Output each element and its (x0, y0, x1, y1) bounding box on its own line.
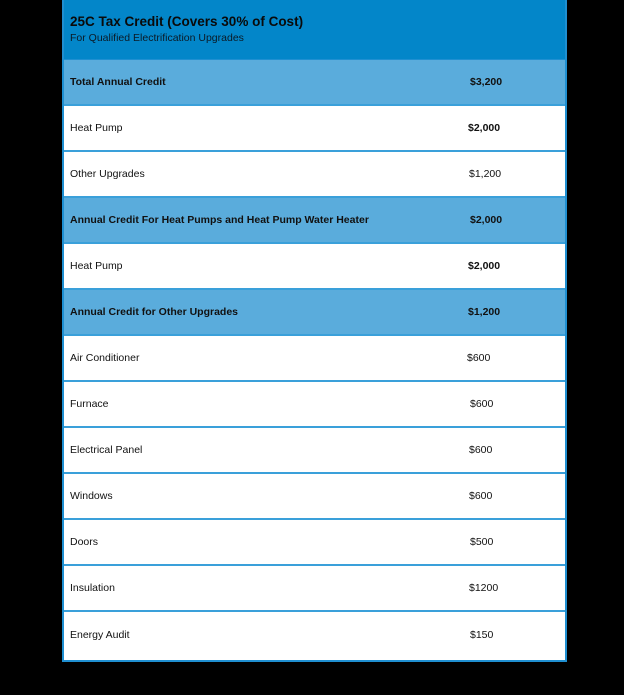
row-insulation (64, 566, 565, 612)
row-label: Air Conditioner (70, 352, 140, 364)
tax-credit-table (62, 0, 567, 662)
row-value: $600 (470, 398, 494, 410)
row-value: $2,000 (468, 260, 501, 272)
row-label: Annual Credit For Heat Pumps and Heat Pump Water Heater (70, 214, 369, 226)
row-value: $3,200 (470, 76, 503, 88)
row-value: $500 (470, 536, 494, 548)
table-header (64, 0, 565, 60)
row-value: $1,200 (468, 306, 501, 318)
row-label: Insulation (70, 582, 115, 594)
row-value: $600 (469, 444, 493, 456)
row-other-upgrades (64, 152, 565, 198)
row-furnace (64, 382, 565, 428)
row-label: Windows (70, 490, 113, 502)
row-label: Doors (70, 536, 99, 548)
row-heat-pump (64, 106, 565, 152)
row-total-annual-credit (64, 60, 565, 106)
row-label: Energy Audit (70, 629, 130, 641)
row-value: $600 (467, 352, 491, 364)
row-value: $1,200 (469, 168, 502, 180)
row-label: Heat Pump (70, 122, 123, 134)
row-value: $150 (470, 629, 494, 641)
row-value: $2,000 (470, 214, 503, 226)
row-label: Annual Credit for Other Upgrades (70, 306, 239, 318)
row-air-conditioner (64, 336, 565, 382)
row-value: $600 (469, 490, 493, 502)
row-other-upgrades-section (64, 290, 565, 336)
row-electrical-panel (64, 428, 565, 474)
row-doors (64, 520, 565, 566)
row-label: Furnace (70, 398, 109, 410)
row-label: Heat Pump (70, 260, 123, 272)
row-windows (64, 474, 565, 520)
row-heat-pump-section (64, 198, 565, 244)
table-title: 25C Tax Credit (Covers 30% of Cost) (70, 14, 304, 29)
row-label: Other Upgrades (70, 168, 145, 180)
row-label: Total Annual Credit (70, 76, 166, 88)
row-heat-pump (64, 244, 565, 290)
row-value: $1200 (469, 582, 499, 594)
row-value: $2,000 (468, 122, 501, 134)
row-energy-audit (64, 612, 565, 658)
row-label: Electrical Panel (70, 444, 143, 456)
table-subtitle: For Qualified Electrification Upgrades (70, 32, 244, 44)
